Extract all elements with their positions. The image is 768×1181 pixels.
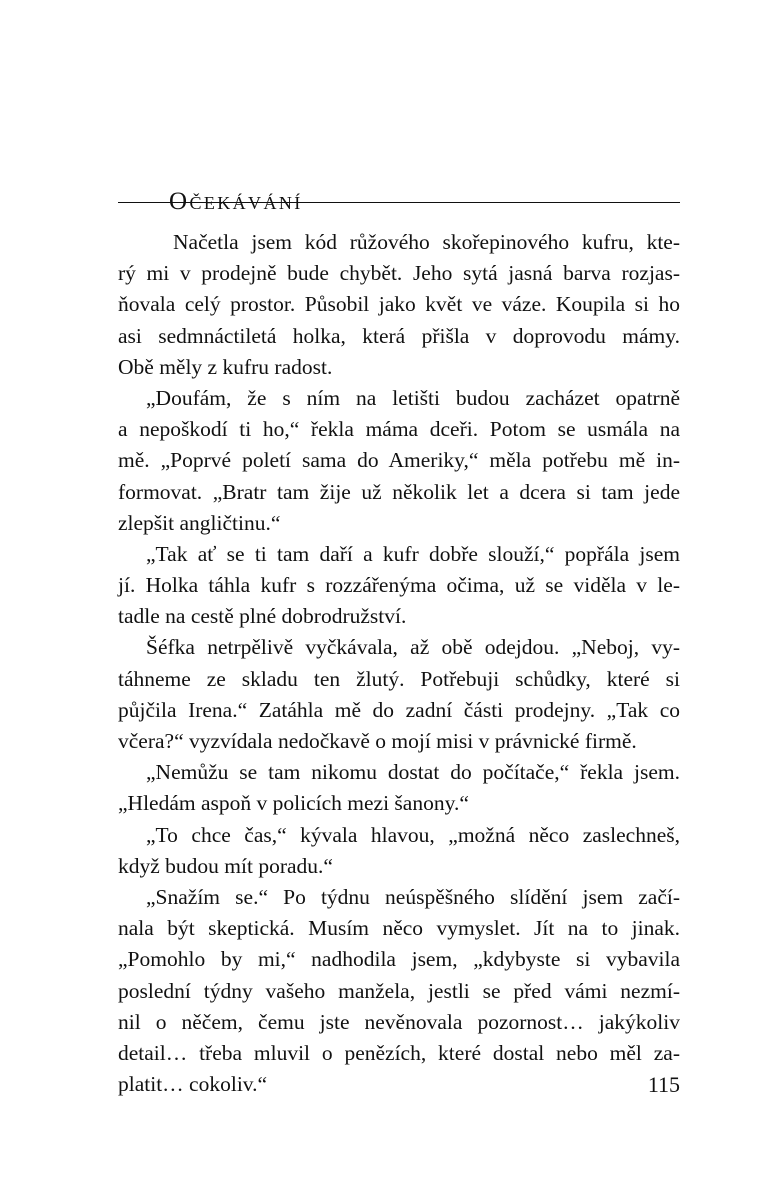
paragraph [118, 882, 680, 1100]
text-line: tadle na cestě plné dobrodružství. [118, 604, 407, 629]
paragraph [118, 820, 680, 882]
text-line: platit… cokoliv.“ [118, 1072, 268, 1097]
text-line: „Doufám, že s ním na letišti budou zacházet opatrně [146, 385, 680, 410]
page-number: 115 [647, 1072, 680, 1097]
text-line: jí. Holka táhla kufr s rozzářenýma očima, už se viděla v le- [118, 573, 680, 598]
text-line: nil o něčem, čemu jste nevěnovala pozornost… jakýkoliv [118, 1009, 680, 1034]
text-line: „Pomohlo by mi,“ nadhodila jsem, „kdybyste si vybavila [118, 947, 680, 972]
text-line: půjčila Irena.“ Zatáhla mě do zadní části prodejny. „Tak co [118, 697, 680, 722]
body-text [118, 227, 680, 1100]
text-line: „To chce čas,“ kývala hlavou, „možná něco zaslechneš, [146, 822, 680, 847]
text-line: a nepoškodí ti ho,“ řekla máma dceři. Potom se usmála na [118, 417, 680, 442]
text-line: asi sedmnáctiletá holka, která přišla v doprovodu mámy. [118, 323, 680, 348]
text-line: mě. „Poprvé poletí sama do Ameriky,“ měla potřebu mě in- [118, 448, 680, 473]
text-line: Šéfka netrpělivě vyčkávala, až obě odejdou. „Neboj, vy- [146, 635, 680, 660]
text-line: formovat. „Bratr tam žije už několik let a dcera si tam jede [118, 479, 680, 504]
text-line: „Hledám aspoň v policích mezi šanony.“ [118, 791, 469, 816]
text-line: zlepšit angličtinu.“ [118, 510, 281, 535]
text-line: když budou mít poradu.“ [118, 853, 333, 878]
text-line: poslední týdny vašeho manžela, jestli se před vámi nezmí- [118, 978, 680, 1003]
text-line: Načetla jsem kód růžového skořepinového kufru, kte- [173, 230, 680, 254]
paragraph [118, 227, 680, 383]
text-line: ňovala celý prostor. Působil jako květ ve váze. Koupila si ho [118, 292, 680, 317]
text-line: detail… třeba mluvil o penězích, které dostal nebo měl za- [118, 1040, 680, 1065]
text-line: včera?“ vyzvídala nedočkavě o mojí misi v právnické firmě. [118, 729, 637, 753]
text-line: „Tak ať se ti tam daří a kufr dobře slouží,“ popřála jsem [146, 541, 680, 566]
paragraph [118, 383, 680, 539]
chapter-header [118, 170, 680, 215]
text-line: rý mi v prodejně bude chybět. Jeho sytá jasná barva rozjas- [118, 261, 680, 286]
chapter-title: Očekávání [169, 187, 303, 215]
text-line: „Snažím se.“ Po týdnu neúspěšného slídění jsem začí- [146, 884, 680, 909]
text-line: „Nemůžu se tam nikomu dostat do počítače,“ řekla jsem. [146, 760, 680, 785]
text-line: táhneme ze skladu ten žlutý. Potřebuji schůdky, které si [118, 666, 680, 691]
paragraph [118, 539, 680, 633]
paragraph [118, 757, 680, 819]
paragraph [118, 632, 680, 757]
text-line: Obě měly z kufru radost. [118, 354, 333, 379]
text-line: nala být skeptická. Musím něco vymyslet. Jít na to jinak. [118, 916, 680, 941]
